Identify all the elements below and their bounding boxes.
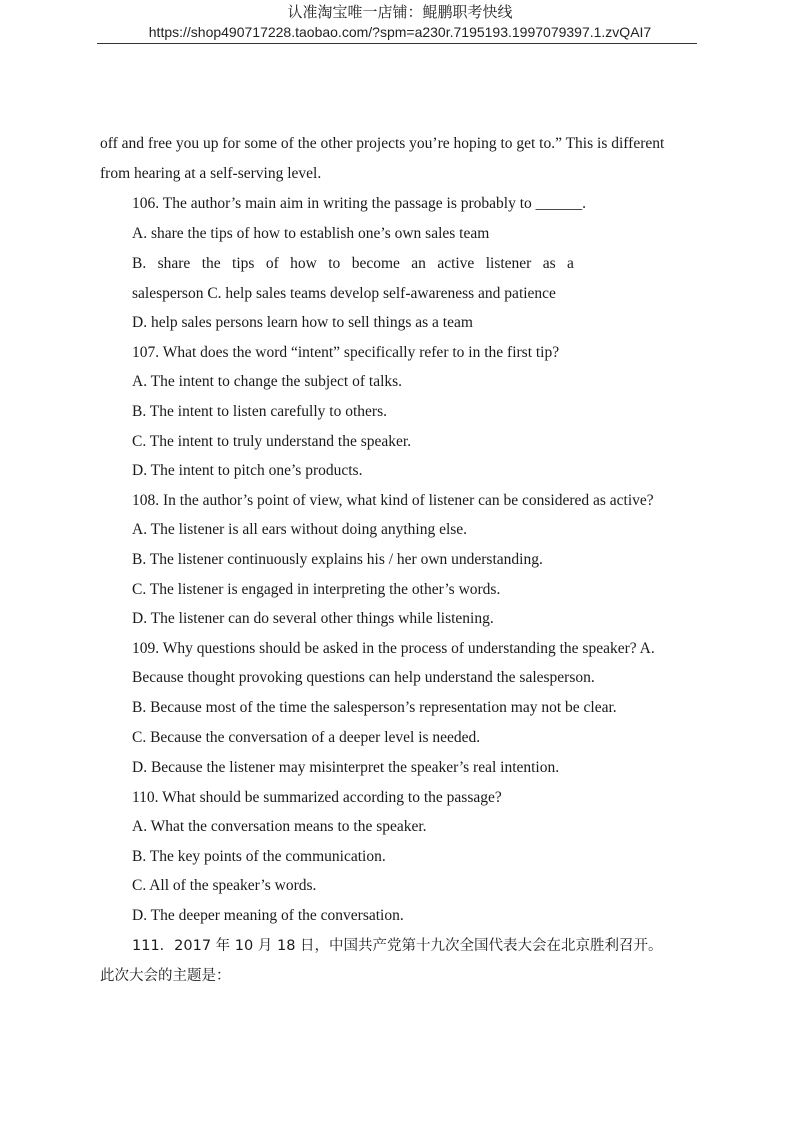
question-111-stem: 111．2017 年 10 月 18 日，中国共产党第十九次全国代表大会在北京胜利召开。	[132, 938, 663, 954]
option-word: an	[411, 255, 426, 272]
question-109-option-a-continued: Because thought provoking questions can help understand the salesperson.	[132, 669, 595, 686]
question-108-option-a: A. The listener is all ears without doing anything else.	[132, 521, 468, 538]
question-109-option-d: D. Because the listener may misinterpret the speaker’s real intention.	[132, 759, 560, 776]
passage-line: from hearing at a self-serving level.	[100, 165, 322, 182]
question-109-stem: 109. Why questions should be asked in the process of understanding the speaker? A.	[132, 640, 655, 657]
shop-url[interactable]: https://shop490717228.taobao.com/?spm=a230r.7195193.1997079397.1.zvQAI7	[148, 24, 652, 40]
option-word: become	[351, 255, 400, 272]
option-word: share	[157, 255, 191, 272]
option-word: a	[567, 255, 574, 272]
question-111-stem-continued: 此次大会的主题是：	[100, 968, 231, 984]
option-word: B.	[132, 255, 147, 272]
question-108-option-b: B. The listener continuously explains his / her own understanding.	[132, 551, 543, 568]
question-106-option-d: D. help sales persons learn how to sell things as a team	[132, 314, 473, 331]
option-word: listener	[485, 255, 532, 272]
option-word: of	[265, 255, 279, 272]
option-word: tips	[232, 255, 255, 272]
question-106-stem: 106. The author’s main aim in writing the passage is probably to ______.	[132, 195, 587, 212]
question-106-option-b-continued: salesperson C. help sales teams develop self-awareness and patience	[132, 285, 556, 302]
question-108-option-d: D. The listener can do several other things while listening.	[132, 610, 494, 627]
option-word: as	[542, 255, 556, 272]
passage-line: off and free you up for some of the other projects you’re hoping to get to.” This is different	[100, 135, 665, 152]
option-word: to	[328, 255, 341, 272]
question-107-option-c: C. The intent to truly understand the speaker.	[132, 433, 412, 450]
question-110-stem: 110. What should be summarized according to the passage?	[132, 789, 502, 806]
option-word: active	[437, 255, 475, 272]
question-108-stem: 108. In the author’s point of view, what kind of listener can be considered as active?	[132, 492, 654, 509]
question-107-option-a: A. The intent to change the subject of talks.	[132, 373, 403, 390]
question-107-stem: 107. What does the word “intent” specifically refer to in the first tip?	[132, 344, 560, 361]
question-107-option-b: B. The intent to listen carefully to others.	[132, 403, 387, 420]
question-106-option-b	[132, 254, 574, 274]
question-109-option-c: C. Because the conversation of a deeper level is needed.	[132, 729, 481, 746]
question-110-option-c: C. All of the speaker’s words.	[132, 877, 317, 894]
option-word: the	[201, 255, 221, 272]
question-110-option-d: D. The deeper meaning of the conversation.	[132, 907, 404, 924]
question-106-option-a: A. share the tips of how to establish one’s own sales team	[132, 225, 490, 242]
option-word: how	[290, 255, 317, 272]
question-110-option-a: A. What the conversation means to the speaker.	[132, 818, 427, 835]
question-110-option-b: B. The key points of the communication.	[132, 848, 386, 865]
question-109-option-b: B. Because most of the time the salesperson’s representation may not be clear.	[132, 699, 617, 716]
question-108-option-c: C. The listener is engaged in interpreting the other’s words.	[132, 581, 501, 598]
shop-title: 认准淘宝唯一店铺：鲲鹏职考快线	[287, 3, 513, 21]
question-107-option-d: D. The intent to pitch one’s products.	[132, 462, 363, 479]
